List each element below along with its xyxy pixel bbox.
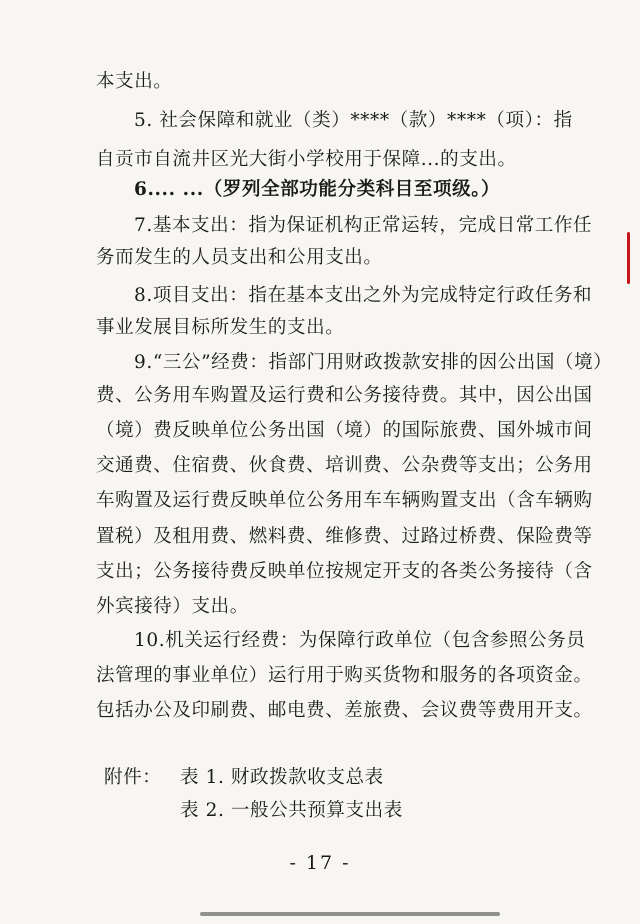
red-margin-mark — [627, 232, 630, 284]
text-line-15: 支出；公务接待费反映单位按规定开支的各类公务接待（含 — [96, 561, 593, 582]
text-line-17: 10.机关运行经费：为保障行政单位（包含参照公务员 — [134, 630, 586, 651]
attachment-item-1: 表 1. 财政拨款收支总表 — [180, 767, 384, 788]
text-line-13: 车购置及运行费反映单位公务用车车辆购置支出（含车辆购 — [96, 490, 593, 511]
text-line-9: 9.“三公”经费：指部门用财政拨款安排的因公出国（境） — [134, 352, 613, 373]
text-line-4: 6.... ...（罗列全部功能分类科目至项级。） — [134, 179, 501, 200]
text-line-1: 本支出。 — [96, 71, 173, 92]
attachment-item-2: 表 2. 一般公共预算支出表 — [180, 800, 403, 821]
text-line-19: 包括办公及印刷费、邮电费、差旅费、会议费等费用开支。 — [96, 700, 593, 721]
text-line-5: 7.基本支出：指为保证机构正常运转，完成日常工作任 — [134, 215, 593, 236]
text-line-2: 5. 社会保障和就业（类）****（款）****（项）：指 — [134, 110, 573, 131]
text-line-18: 法管理的事业单位）运行用于购买货物和服务的各项资金。 — [96, 665, 593, 686]
text-line-10: 费、公务用车购置及运行费和公务接待费。其中，因公出国 — [96, 385, 593, 406]
attachment-label: 附件： — [104, 767, 162, 788]
text-line-16: 外宾接待）支出。 — [96, 596, 249, 617]
text-line-3: 自贡市自流井区光大街小学校用于保障...的支出。 — [96, 149, 517, 170]
text-line-8: 事业发展目标所发生的支出。 — [96, 317, 345, 338]
text-line-14: 置税）及租用费、燃料费、维修费、过路过桥费、保险费等 — [96, 526, 593, 547]
scan-edge-shadow — [200, 912, 500, 916]
text-line-6: 务而发生的人员支出和公用支出。 — [96, 247, 383, 268]
page-number: - 17 - — [289, 852, 351, 874]
text-line-12: 交通费、住宿费、伙食费、培训费、公杂费等支出；公务用 — [96, 455, 593, 476]
text-line-7: 8.项目支出：指在基本支出之外为完成特定行政任务和 — [134, 285, 593, 306]
text-line-11: （境）费反映单位公务出国（境）的国际旅费、国外城市间 — [96, 420, 593, 441]
